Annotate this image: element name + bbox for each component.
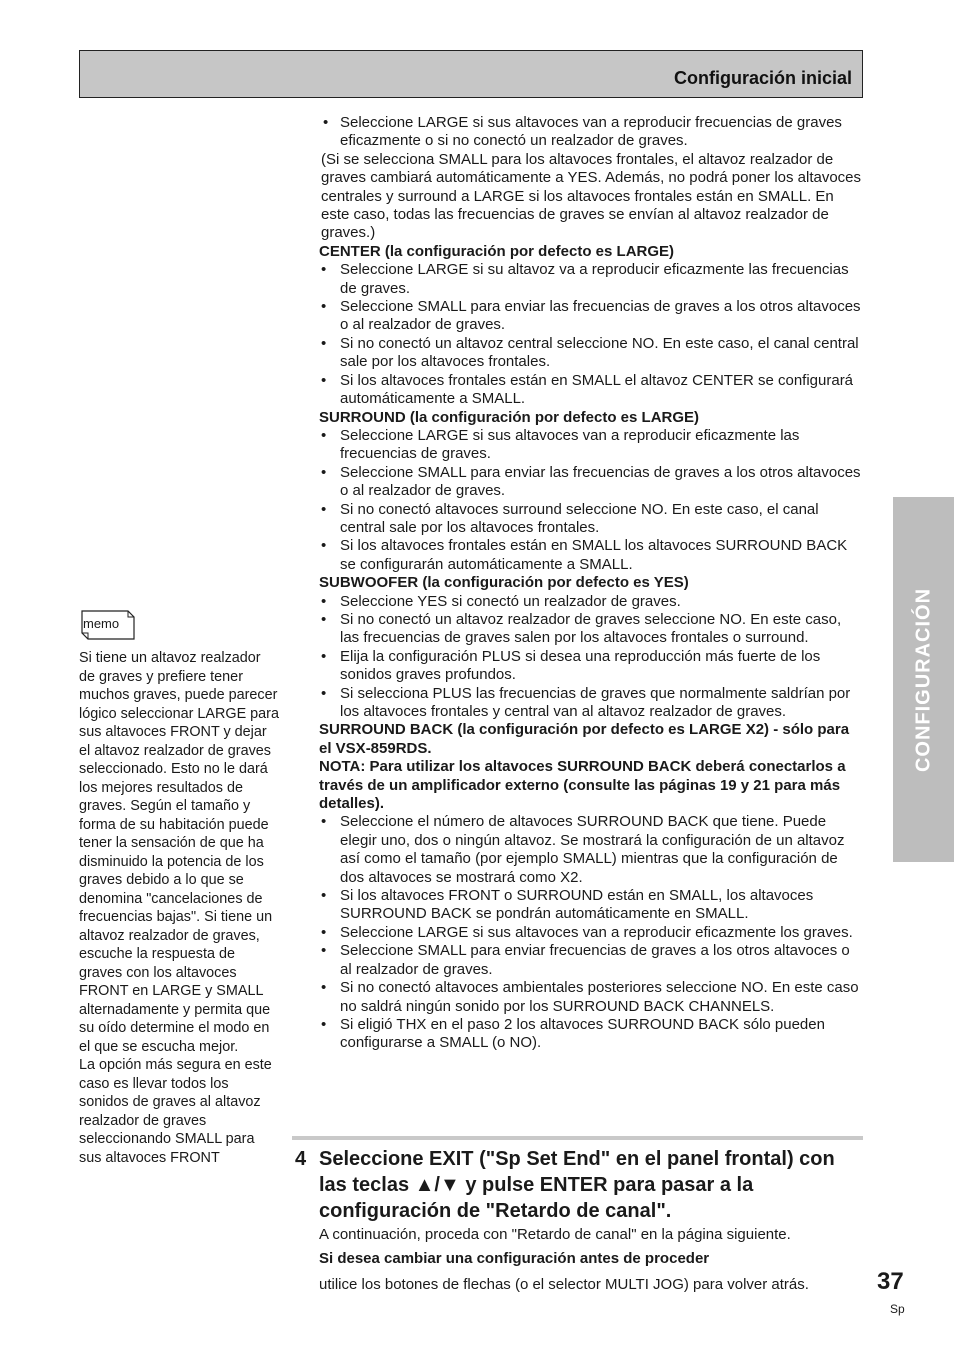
list-item: • Seleccione LARGE si su altavoz va a reproducir eficazmente las frecuencias de graves. xyxy=(319,261,864,298)
step-subheading: Si desea cambiar una configuración antes de proceder xyxy=(319,1250,710,1267)
list-item: • Elija la configuración PLUS si desea una reproducción más fuerte de los sonidos graves profundos. xyxy=(319,648,864,685)
list-item: • Seleccione YES si conectó un realzador de graves. xyxy=(319,593,864,611)
memo-label: memo xyxy=(83,616,120,631)
list-item: • Seleccione SMALL para enviar las frecuencias de graves a los otros altavoces o al realzador de graves. xyxy=(319,298,864,335)
list-item: • Seleccione el número de altavoces SURROUND BACK que tiene. Puede elegir uno, dos o ningún altavoz. Se mostrará la configuración de un altavoz así como el tamaño (por ejemplo SMALL) mientras que la configuración de dos altavoces se mostrará como X2. xyxy=(319,813,864,887)
front-note: (Si se selecciona SMALL para los altavoces frontales, el altavoz realzador de graves cambiará automáticamente a YES. Además, no podrá poner los altavoces centrales y surround a LARGE si los altavoces frontales están en SMALL. En este caso, todas las frecuencias de graves se envían al altavoz realzador de graves.) xyxy=(321,150,862,242)
side-tab-label: CONFIGURACIÓN xyxy=(912,587,934,772)
section-side-tab xyxy=(893,497,954,862)
list-item: • Seleccione SMALL para enviar las frecuencias de graves a los otros altavoces o al realzador de graves. xyxy=(319,464,864,501)
main-content xyxy=(319,114,864,1053)
list-item: • Si eligió THX en el paso 2 los altavoces SURROUND BACK sólo pueden configurarse a SMALL (o NO). xyxy=(319,1016,864,1053)
list-item: • Si los altavoces FRONT o SURROUND están en SMALL, los altavoces SURROUND BACK se pondrán automáticamente en SMALL. xyxy=(319,887,864,924)
front-large-bullet: • Seleccione LARGE si sus altavoces van a reproducir frecuencias de graves eficazmente o si no conectó un realzador de graves. xyxy=(319,114,864,151)
list-item: • Si no conectó un altavoz realzador de graves seleccione NO. En este caso, las frecuencias de graves salen por los altavoces frontales o surround. xyxy=(319,611,864,648)
step-title: Seleccione EXIT ("Sp Set End" en el panel frontal) con las teclas ▲/▼ y pulse ENTER para pasar a la configuración de "Retardo de canal". xyxy=(319,1148,835,1222)
section-title: Configuración inicial xyxy=(673,68,852,88)
list-item: • Si no conectó altavoces surround seleccione NO. En este caso, el canal central sale por los altavoces frontales. xyxy=(319,501,864,538)
section-header xyxy=(79,50,863,98)
subwoofer-heading: SUBWOOFER (la configuración por defecto es YES) xyxy=(319,574,689,592)
center-heading: CENTER (la configuración por defecto es LARGE) xyxy=(319,242,675,260)
section-divider xyxy=(292,1136,863,1140)
surround-back-heading: SURROUND BACK (la configuración por defecto es LARGE X2) - sólo para el VSX-859RDS. xyxy=(319,721,850,757)
surround-heading: SURROUND (la configuración por defecto es LARGE) xyxy=(319,408,700,426)
step-line: A continuación, proceda con "Retardo de canal" en la página siguiente. xyxy=(319,1226,791,1243)
memo-paragraph: Si tiene un altavoz realzador de graves y prefiere tener muchos graves, puede parecer lógico seleccionar LARGE para sus altavoces FRONT y dejar el altavoz realzador de graves seleccionado. Esto no le dará los mejores resultados de graves. Según el tamaño y forma de su habitación puede tener la sensación de que ha disminuido la potencia de los graves debido a lo que se denomina "cancelaciones de frecuencias bajas". Si tiene un altavoz realzador de graves, escuche la respuesta de graves con los altavoces FRONT en LARGE y SMALL alternadamente y permita que su oído determine el modo en el que se escucha mejor. xyxy=(79,650,279,1055)
list-item: • Seleccione LARGE si sus altavoces van a reproducir eficazmente los graves. xyxy=(319,924,864,942)
page-language: Sp xyxy=(890,1302,905,1316)
page-number: 37 xyxy=(877,1268,904,1295)
list-item: • Si no conectó altavoces ambientales posteriores seleccione NO. En este caso no saldrá ningún sonido por los SURROUND BACK CHANNELS. xyxy=(319,979,864,1016)
memo-text xyxy=(79,649,279,1167)
memo-paragraph: La opción más segura en este caso es llevar todos los sonidos de graves al altavoz realzador de graves seleccionando SMALL para sus altavoces FRONT xyxy=(79,1057,272,1166)
list-item: • Seleccione SMALL para enviar frecuencias de graves a los otros altavoces o al realzador de graves. xyxy=(319,942,864,979)
step-number: 4 xyxy=(295,1148,307,1170)
list-item: • Si los altavoces frontales están en SMALL los altavoces SURROUND BACK se configurarán automáticamente a SMALL. xyxy=(319,537,864,574)
list-item: • Si no conectó un altavoz central seleccione NO. En este caso, el canal central sale por los altavoces frontales. xyxy=(319,335,864,372)
list-item: • Si los altavoces frontales están en SMALL el altavoz CENTER se configurará automáticamente a SMALL. xyxy=(319,372,864,409)
step-line: utilice los botones de flechas (o el selector MULTI JOG) para volver atrás. xyxy=(319,1276,809,1293)
step-details xyxy=(319,1226,864,1293)
list-item: • Si selecciona PLUS las frecuencias de graves que normalmente saldrían por los altavoces frontales y central van al altavoz realzador de graves. xyxy=(319,685,864,722)
surround-back-note: NOTA: Para utilizar los altavoces SURROUND BACK deberá conectarlos a través de un amplificador externo (consulte las páginas 19 y 21 para más detalles). xyxy=(319,758,846,813)
list-item: • Seleccione LARGE si sus altavoces van a reproducir eficazmente las frecuencias de graves. xyxy=(319,427,864,464)
